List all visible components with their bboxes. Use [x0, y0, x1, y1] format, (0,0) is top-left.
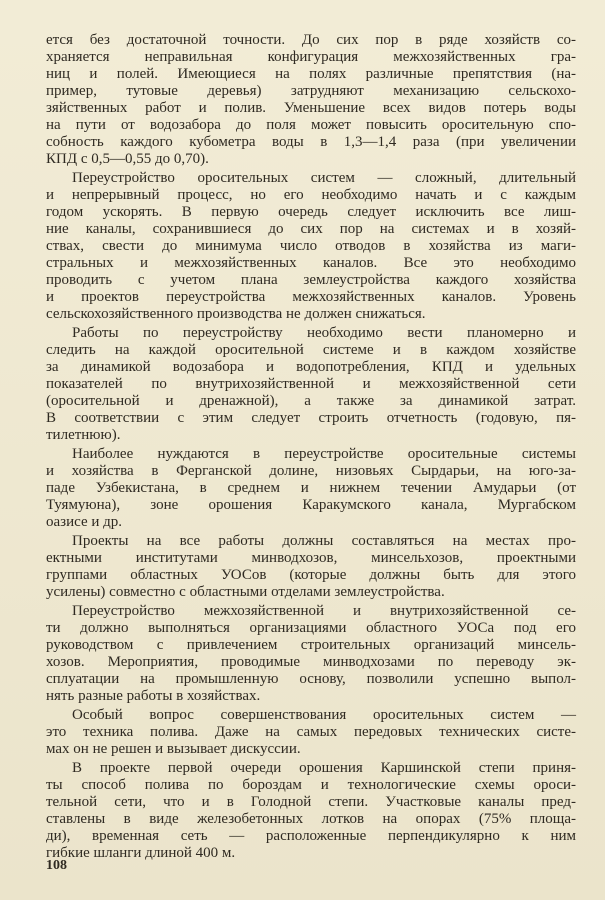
- text-line: показателей по внутрихозяйственной и межхозяйственной сети: [46, 376, 576, 392]
- paragraph: [46, 32, 576, 168]
- text-line: ти должно выполняться организациями областного УОСа под его: [46, 620, 576, 636]
- text-line: ствах, свести до минимума число отводов в хозяйства из маги-: [46, 238, 576, 254]
- text-line: храняется неправильная конфигурация межхозяйственных гра-: [46, 49, 576, 65]
- text-line: гибкие шланги длиной 400 м.: [46, 845, 236, 861]
- text-line: КПД с 0,5—0,55 до 0,70).: [46, 151, 209, 167]
- text-line: паде Узбекистана, в среднем и нижнем течении Амударьи (от: [46, 480, 576, 496]
- text-line: руководством с привлечением строительных организаций минсель-: [46, 637, 576, 653]
- text-line: за динамикой водозабора и водопотребления, КПД и удельных: [46, 359, 576, 375]
- text-line: сплуатации на промышленную основу, позволили успешно выпол-: [46, 671, 576, 687]
- text-line: и хозяйства в Ферганской долине, низовьях Сырдарьи, на юго-за-: [46, 463, 576, 479]
- text-line: пример, тутовые деревья) затрудняют механизацию сельскохо-: [46, 83, 576, 99]
- paragraph: [46, 170, 576, 323]
- text-line: Проекты на все работы должны составляться на местах про-: [72, 533, 576, 549]
- text-line: В соответствии с этим следует строить отчетность (годовую, пя-: [46, 410, 576, 426]
- text-line: годом ускорять. В первую очередь следует исключить все лиш-: [46, 204, 576, 220]
- text-line: сельскохозяйственного производства не должен снижаться.: [46, 306, 426, 322]
- text-line: тилетнюю).: [46, 427, 121, 443]
- text-line: на пути от водозабора до поля может повысить оросительную спо-: [46, 117, 576, 133]
- text-line: ектными институтами минводхозов, минсельхозов, проектными: [46, 550, 576, 566]
- text-line: собность каждого кубометра воды в 1,3—1,4 раза (при увеличении: [46, 134, 576, 150]
- text-line: Туямуюна), зоне орошения Каракумского канала, Мургабском: [46, 497, 576, 513]
- text-line: Работы по переустройству необходимо вести планомерно и: [72, 325, 576, 341]
- text-line: следить на каждой оросительной системе и в каждом хозяйстве: [46, 342, 576, 358]
- text-line: тельной сети, что и в Голодной степи. Участковые каналы пред-: [46, 794, 576, 810]
- text-line: Переустройство межхозяйственной и внутрихозяйственной се-: [72, 603, 576, 619]
- page-number: 108: [46, 858, 67, 873]
- text-line: ние каналы, сохранившиеся до сих пор на системах и в хозяй-: [46, 221, 576, 237]
- text-line: ставлены в виде железобетонных лотков на опорах (75% площа-: [46, 811, 576, 827]
- text-line: проводить с учетом плана землеустройства каждого хозяйства: [46, 272, 576, 288]
- paragraph: [46, 603, 576, 705]
- text-line: зяйственных работ и полив. Уменьшение всех видов потерь воды: [46, 100, 576, 116]
- text-line: Особый вопрос совершенствования оросительных систем —: [72, 707, 576, 723]
- text-line: это техника полива. Даже на самых передовых технических систе-: [46, 724, 576, 740]
- text-line: усилены) совместно с областными отделами землеустройства.: [46, 584, 445, 600]
- text-line: и непрерывный процесс, но его необходимо начать и с каждым: [46, 187, 576, 203]
- text-line: группами областных УОСов (которые должны быть для этого: [46, 567, 576, 583]
- text-line: хозов. Мероприятия, проводимые минводхозами по переводу эк-: [46, 654, 576, 670]
- text-line: ется без достаточной точности. До сих пор в ряде хозяйств со-: [46, 32, 576, 48]
- text-line: оазисе и др.: [46, 514, 123, 530]
- text-line: стральных и межхозяйственных каналов. Все это необходимо: [46, 255, 576, 271]
- text-line: нять разные работы в хозяйствах.: [46, 688, 261, 704]
- text-line: ты способ полива по бороздам и технологические схемы ороси-: [46, 777, 576, 793]
- text-line: и проектов переустройства межхозяйственных каналов. Уровень: [46, 289, 576, 305]
- text-line: В проекте первой очереди орошения Каршинской степи приня-: [72, 760, 576, 776]
- text-line: мах он не решен и вызывает дискуссии.: [46, 741, 301, 757]
- text-line: Наиболее нуждаются в переустройстве оросительные системы: [72, 446, 576, 462]
- body-text: [46, 32, 576, 864]
- text-line: (оросительной и дренажной), а также за динамикой затрат.: [46, 393, 576, 409]
- paragraph: [46, 533, 576, 601]
- paragraph: [46, 446, 576, 531]
- paragraph: [46, 325, 576, 444]
- paragraph: [46, 760, 576, 862]
- text-line: Переустройство оросительных систем — сложный, длительный: [72, 170, 576, 186]
- text-line: ниц и полей. Имеющиеся на полях различные препятствия (на-: [46, 66, 576, 82]
- text-line: ди), временная сеть — расположенные перпендикулярно к ним: [46, 828, 576, 844]
- paragraph: [46, 707, 576, 758]
